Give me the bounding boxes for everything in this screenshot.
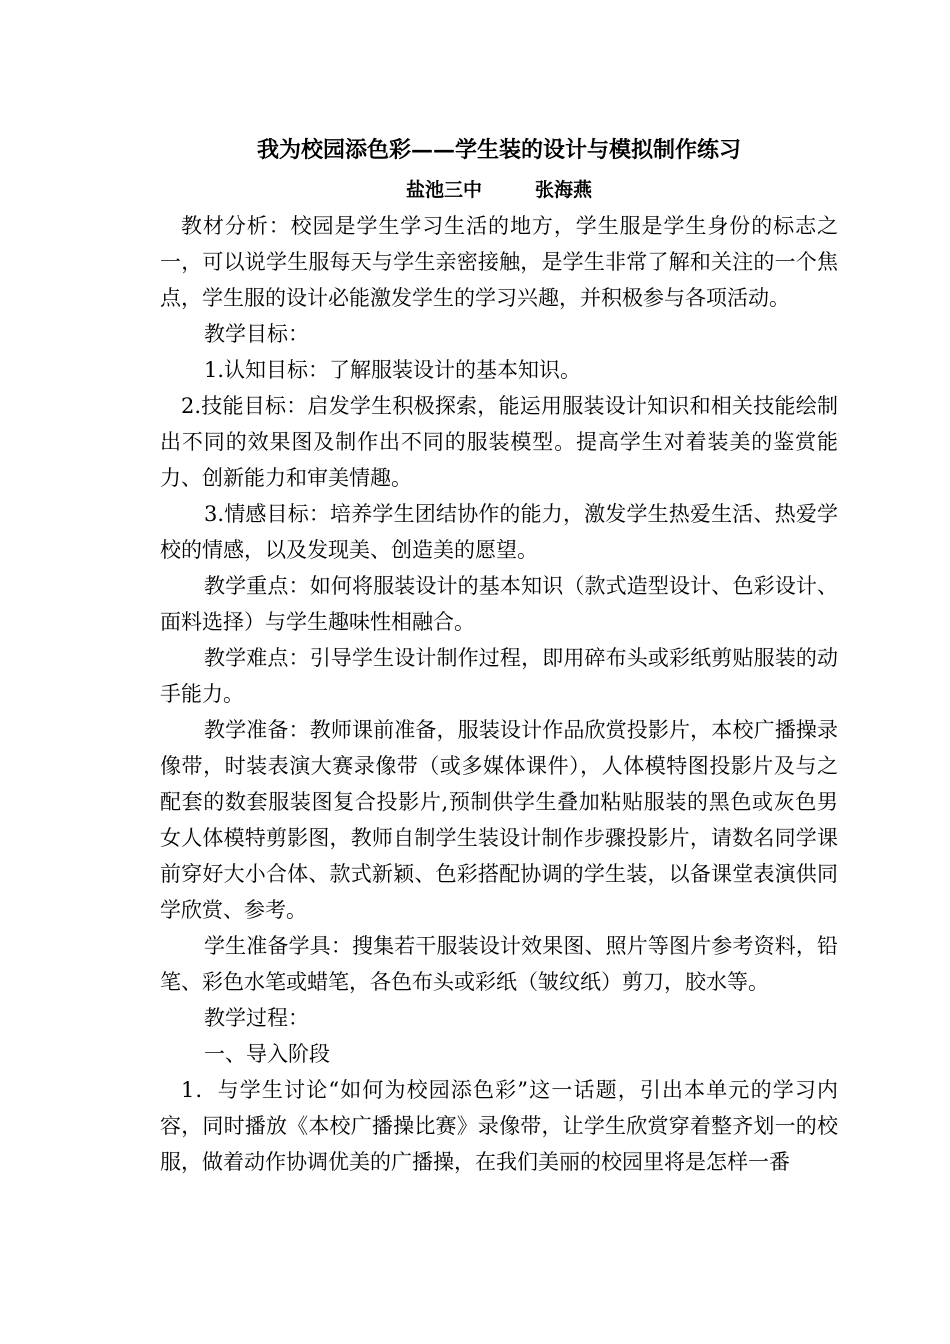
paragraph-student-materials: 学生准备学具：搜集若干服装设计效果图、照片等图片参考资料，铅笔、彩色水笔或蜡笔，各色布头或彩纸（皱纹纸）剪刀，胶水等。: [160, 934, 838, 994]
paragraph-step-one: 1．与学生讨论“如何为校园添色彩”这一话题，引出本单元的学习内容，同时播放《本校广播操比赛》录像带，让学生欣赏穿着整齐划一的校服，做着动作协调优美的广播操，在我们美丽的校园里将是怎样一番: [160, 1078, 838, 1174]
paragraph-teaching-difficulty: 教学难点：引导学生设计制作过程，即用碎布头或彩纸剪贴服装的动手能力。: [160, 646, 838, 706]
paragraph-teaching-process-heading: 教学过程：: [204, 1006, 309, 1030]
document-page: [160, 128, 838, 1180]
paragraph-skill-goal: 2.技能目标：启发学生积极探索，能运用服装设计知识和相关技能绘制出不同的效果图及制作出不同的服装模型。提高学生对着装美的鉴赏能力、创新能力和审美情趣。: [160, 394, 838, 490]
document-author: 盐池三中 张海燕: [406, 179, 592, 201]
paragraph-cognitive-goal: 1.认知目标：了解服装设计的基本知识。: [204, 358, 582, 382]
document-title: 我为校园添色彩——学生装的设计与模拟制作练习: [256, 137, 741, 163]
paragraph-emotional-goal: 3.情感目标：培养学生团结协作的能力，激发学生热爱生活、热爱学校的情感，以及发现美、创造美的愿望。: [160, 502, 838, 562]
paragraph-teaching-goals-heading: 教学目标：: [204, 322, 309, 346]
paragraph-introduction-stage: 一、导入阶段: [204, 1042, 330, 1066]
paragraph-teaching-focus: 教学重点：如何将服装设计的基本知识（款式造型设计、色彩设计、面料选择）与学生趣味性相融合。: [160, 574, 838, 634]
paragraph-teaching-preparation: 教学准备：教师课前准备，服装设计作品欣赏投影片，本校广播操录像带，时装表演大赛录像带（或多媒体课件），人体模特图投影片及与之配套的数套服装图复合投影片,预制供学生叠加粘贴服装的黑色或灰色男女人体模特剪影图，教师自制学生装设计制作步骤投影片，请数名同学课前穿好大小合体、款式新颖、色彩搭配协调的学生装，以备课堂表演供同学欣赏、参考。: [160, 718, 838, 922]
paragraph-textbook-analysis: 教材分析：校园是学生学习生活的地方，学生服是学生身份的标志之一，可以说学生服每天与学生亲密接触，是学生非常了解和关注的一个焦点，学生服的设计必能激发学生的学习兴趣，并积极参与各项活动。: [160, 214, 838, 310]
